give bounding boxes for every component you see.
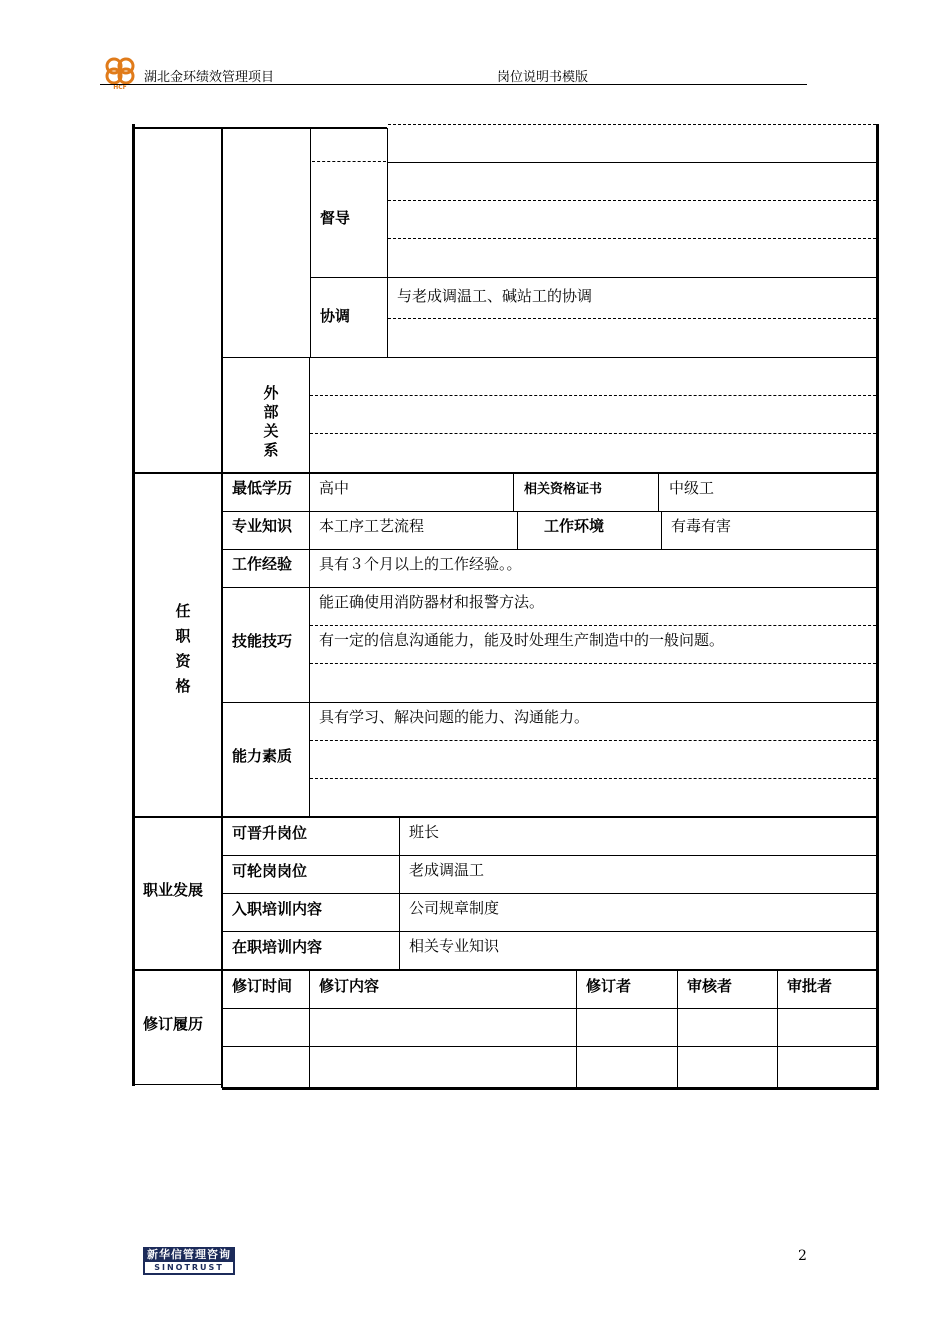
skill-item: 能正确使用消防器材和报警方法。: [319, 593, 545, 611]
career-row-value: 公司规章制度: [409, 899, 500, 917]
page-number: 2: [798, 1248, 807, 1264]
qualifications-section-label: 任 职 资 格: [175, 602, 191, 695]
experience-label: 工作经验: [232, 555, 293, 573]
header-doc-title: 岗位说明书模版: [497, 70, 589, 85]
env-label: 工作环境: [544, 517, 605, 535]
revision-col-header: 修订时间: [232, 977, 293, 995]
external-relations-label: 外 部 关 系: [263, 384, 279, 459]
cert-value: 中级工: [669, 479, 715, 497]
career-row-label: 可晋升岗位: [232, 824, 308, 842]
revision-col-header: 审核者: [687, 977, 733, 995]
career-row-label: 入职培训内容: [232, 900, 323, 918]
skill-item: 有一定的信息沟通能力，能及时处理生产制造中的一般问题。: [319, 631, 725, 649]
ability-item: 具有学习、解决问题的能力、沟通能力。: [319, 708, 590, 726]
env-value: 有毒有害: [671, 517, 732, 535]
logo-text: HCF: [113, 84, 127, 90]
career-row-value: 班长: [409, 823, 440, 841]
knowledge-label: 专业知识: [232, 517, 293, 535]
header-rule: [100, 84, 807, 85]
career-row-value: 老成调温工: [409, 861, 485, 879]
revision-section-label: 修订履历: [143, 1015, 204, 1033]
sinotrust-logo-cn: 新华信管理咨询: [147, 1248, 231, 1261]
revision-col-header: 修订内容: [319, 977, 380, 995]
revision-col-header: 审批者: [787, 977, 833, 995]
cert-label: 相关资格证书: [524, 482, 603, 497]
career-row-value: 相关专业知识: [409, 937, 500, 955]
ability-label: 能力素质: [232, 747, 293, 765]
sinotrust-logo: [143, 1247, 235, 1275]
career-row-label: 可轮岗岗位: [232, 862, 308, 880]
education-label: 最低学历: [232, 479, 293, 497]
knowledge-value: 本工序工艺流程: [319, 517, 425, 535]
coordinate-label: 协调: [320, 307, 351, 325]
revision-col-header: 修订者: [586, 977, 632, 995]
education-value: 高中: [319, 479, 350, 497]
experience-value: 具有３个月以上的工作经验。。: [319, 555, 522, 573]
header-company: 湖北金环绩效管理项目: [144, 70, 275, 85]
career-section-label: 职业发展: [143, 881, 204, 899]
sinotrust-logo-en: SINOTRUST: [145, 1262, 233, 1273]
skills-label: 技能技巧: [232, 632, 293, 650]
coordinate-value: 与老成调温工、碱站工的协调: [397, 287, 593, 305]
career-row-label: 在职培训内容: [232, 938, 323, 956]
supervise-label: 督导: [320, 209, 351, 227]
